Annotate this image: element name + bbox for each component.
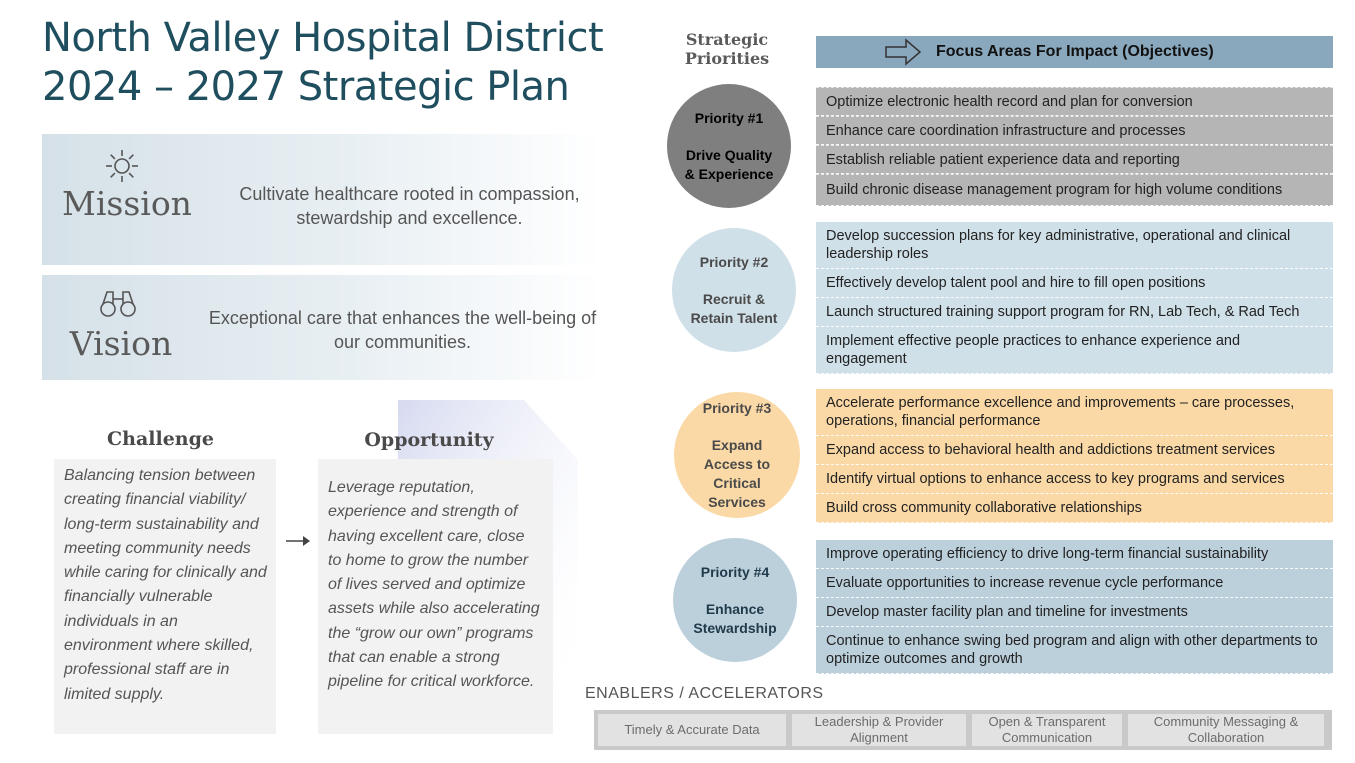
vision-panel (42, 275, 602, 380)
objective-4-2: Evaluate opportunities to increase revenue cycle performance (816, 569, 1333, 598)
objective-2-1: Develop succession plans for key administrative, operational and clinical leadership roles (816, 222, 1333, 269)
objective-2-2: Effectively develop talent pool and hire to fill open positions (816, 269, 1333, 298)
objective-4-1: Improve operating efficiency to drive long-term financial sustainability (816, 540, 1333, 569)
vision-label: Vision (69, 324, 173, 363)
priority-2-name: Recruit & Retain Talent (690, 290, 778, 326)
focus-areas-heading: Focus Areas For Impact (Objectives) (936, 43, 1214, 60)
objective-2-3: Launch structured training support program for RN, Lab Tech, & Rad Tech (816, 298, 1333, 327)
enablers-bar (594, 710, 1332, 750)
priority-4-number: Priority #4 (700, 563, 770, 580)
objective-3-4: Build cross community collaborative relationships (816, 494, 1333, 523)
strategic-priorities-heading: Strategic Priorities (684, 30, 770, 68)
priority-1-circle (667, 84, 791, 208)
priority-2-number: Priority #2 (699, 253, 769, 270)
opportunity-heading: Opportunity (364, 429, 494, 451)
enablers-heading: ENABLERS / ACCELERATORS (585, 685, 824, 702)
mission-panel (42, 134, 602, 265)
priority-4-circle (673, 538, 797, 662)
objective-4-4: Continue to enhance swing bed program and align with other departments to optimize outcomes and growth (816, 627, 1333, 674)
objective-1-4: Build chronic disease management program for high volume conditions (816, 174, 1333, 206)
objective-1-3: Establish reliable patient experience data and reporting (816, 145, 1333, 174)
title-line-2: 2024 – 2027 Strategic Plan (42, 64, 570, 110)
priority-1-name: Drive Quality & Experience (684, 146, 774, 182)
challenge-heading: Challenge (107, 428, 214, 450)
priority-3-circle (674, 392, 800, 518)
objective-3-1: Accelerate performance excellence and improvements – care processes, operations, financial performance (816, 389, 1333, 436)
priority-2-circle (672, 228, 796, 352)
challenge-text: Balancing tension between creating financial viability/ long-term sustainability and meeting community needs while caring for clinically and financially vulnerable individuals in an environment where skilled, professional staff are in limited supply. (54, 459, 276, 734)
binoculars-icon (42, 289, 194, 326)
objective-4-3: Develop master facility plan and timeline for investments (816, 598, 1333, 627)
mission-text: Cultivate healthcare rooted in compassion, stewardship and excellence. (239, 184, 580, 228)
enabler-item-4: Community Messaging & Collaboration (1128, 714, 1324, 746)
title-line-1: North Valley Hospital District (42, 15, 604, 61)
opportunity-text: Leverage reputation, experience and strength of having excellent care, close to home to grow the number of lives served and optimize assets while also accelerating the “grow our own” programs that can enable a strong pipeline for critical workforce. (318, 459, 553, 734)
objective-1-2: Enhance care coordination infrastructure and processes (816, 116, 1333, 145)
priority-3-number: Priority #3 (702, 399, 772, 416)
right-arrow-outline-icon (884, 36, 924, 68)
priority-4-name: Enhance Stewardship (693, 600, 777, 636)
objective-2-4: Implement effective people practices to enhance experience and engagement (816, 327, 1333, 374)
objective-3-3: Identify virtual options to enhance access to key programs and services (816, 465, 1333, 494)
enabler-item-3: Open & Transparent Communication (972, 714, 1122, 746)
objective-1-1: Optimize electronic health record and plan for conversion (816, 87, 1333, 116)
vision-text: Exceptional care that enhances the well-being of our communities. (208, 308, 597, 352)
enabler-item-2: Leadership & Provider Alignment (792, 714, 966, 746)
priority-3-name: Expand Access to Critical Services (703, 436, 771, 510)
mission-label: Mission (62, 184, 192, 223)
right-arrow-icon (285, 534, 311, 553)
priority-1-number: Priority #1 (694, 109, 764, 126)
objective-3-2: Expand access to behavioral health and addictions treatment services (816, 436, 1333, 465)
enabler-item-1: Timely & Accurate Data (598, 714, 786, 746)
focus-areas-header (816, 36, 1333, 68)
page-title (42, 14, 642, 112)
